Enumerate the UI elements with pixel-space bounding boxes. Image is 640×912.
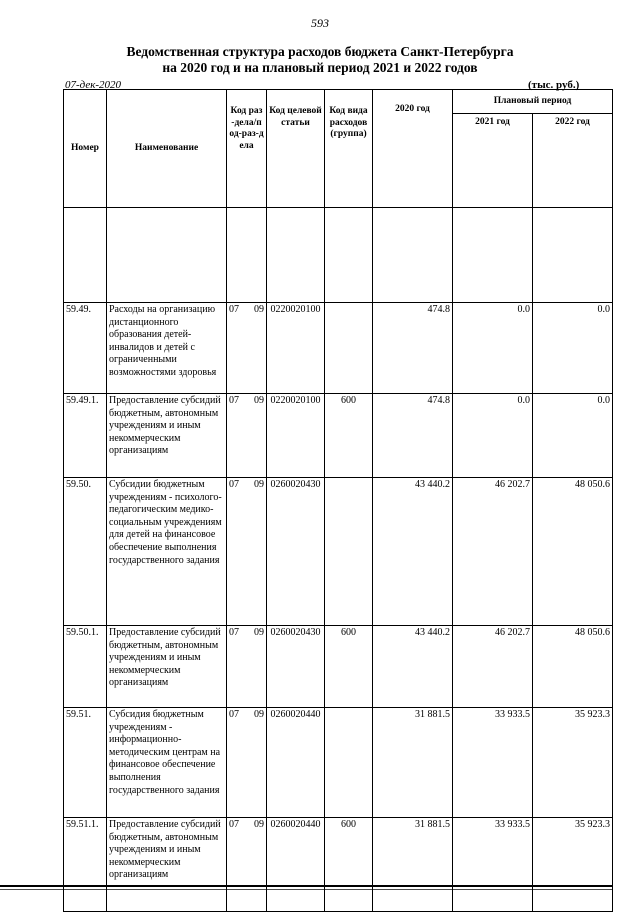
- row-amount-2021: 33 933.5: [453, 818, 533, 912]
- footer-rule-thin: [0, 889, 612, 890]
- row-section-code: [227, 478, 267, 626]
- row-number: 59.50.: [64, 478, 107, 626]
- row-target-code: 0260020430: [267, 626, 325, 708]
- footer-rule: [0, 885, 612, 887]
- row-section-code: [227, 708, 267, 818]
- row-number: 59.49.1.: [64, 394, 107, 478]
- row-subsection: 09: [254, 304, 264, 315]
- row-name: Предоставление субсидий бюджетным, автономным учреждениям и иным некоммерческим организациям: [107, 394, 227, 478]
- row-section: 07: [229, 709, 239, 720]
- header-planned-period: Плановый период: [453, 90, 613, 114]
- row-name: Предоставление субсидий бюджетным, автономным учреждениям и иным некоммерческим организациям: [107, 626, 227, 708]
- row-target-code: 0260020440: [267, 818, 325, 912]
- row-expense-type: 600: [325, 394, 373, 478]
- row-number: 59.50.1.: [64, 626, 107, 708]
- row-amount-2021: 0.0: [453, 303, 533, 394]
- row-section-code: [227, 303, 267, 394]
- units-label: (тыс. руб.): [528, 79, 580, 91]
- row-section: 07: [229, 627, 239, 638]
- row-target-code: 0220020100: [267, 394, 325, 478]
- row-subsection: 09: [254, 819, 264, 830]
- header-2020: 2020 год: [373, 90, 453, 208]
- header-spacer-row: [64, 208, 613, 303]
- document-title: [40, 44, 600, 76]
- row-section-code: [227, 394, 267, 478]
- row-section: 07: [229, 395, 239, 406]
- table-row: [64, 394, 613, 478]
- row-subsection: 09: [254, 627, 264, 638]
- row-target-code: 0220020100: [267, 303, 325, 394]
- row-section: 07: [229, 819, 239, 830]
- row-subsection: 09: [254, 395, 264, 406]
- row-name: Предоставление субсидий бюджетным, автономным учреждениям и иным некоммерческим организациям: [107, 818, 227, 912]
- table-row: [64, 818, 613, 912]
- row-amount-2020: 31 881.5: [373, 818, 453, 912]
- row-amount-2020: 474.8: [373, 394, 453, 478]
- row-name: Субсидия бюджетным учреждениям - информационно-методическим центрам на финансовое обеспечение выполнения государственного задания: [107, 708, 227, 818]
- row-amount-2021: 33 933.5: [453, 708, 533, 818]
- row-amount-2022: 35 923.3: [533, 708, 613, 818]
- title-line-2: на 2020 год и на плановый период 2021 и 2022 годов: [162, 60, 478, 75]
- row-section: 07: [229, 304, 239, 315]
- row-amount-2021: 46 202.7: [453, 626, 533, 708]
- page-number: 593: [311, 16, 329, 30]
- row-subsection: 09: [254, 479, 264, 490]
- row-section-code: [227, 626, 267, 708]
- table-row: [64, 708, 613, 818]
- row-amount-2022: 48 050.6: [533, 626, 613, 708]
- row-name: Субсидии бюджетным учреждениям - психолого-педагогическим медико-социальным учреждениям для детей на финансовое обеспечение выполнения государственного задания: [107, 478, 227, 626]
- header-name: Наименование: [107, 90, 227, 208]
- row-expense-type: [325, 303, 373, 394]
- row-number: 59.51.1.: [64, 818, 107, 912]
- header-expense-type: Код вида расходов (группа): [325, 90, 373, 208]
- row-expense-type: [325, 708, 373, 818]
- row-subsection: 09: [254, 709, 264, 720]
- row-amount-2022: 35 923.3: [533, 818, 613, 912]
- row-expense-type: 600: [325, 626, 373, 708]
- row-number: 59.49.: [64, 303, 107, 394]
- row-expense-type: 600: [325, 818, 373, 912]
- header-target-code: Код целевой статьи: [267, 90, 325, 208]
- row-amount-2021: 0.0: [453, 394, 533, 478]
- row-amount-2020: 43 440.2: [373, 626, 453, 708]
- table-row: [64, 626, 613, 708]
- header-2021: 2021 год: [453, 114, 533, 208]
- row-amount-2020: 43 440.2: [373, 478, 453, 626]
- budget-table: [63, 89, 613, 912]
- row-section-code: [227, 818, 267, 912]
- row-target-code: 0260020440: [267, 708, 325, 818]
- table-row: [64, 303, 613, 394]
- row-amount-2021: 46 202.7: [453, 478, 533, 626]
- row-expense-type: [325, 478, 373, 626]
- row-section: 07: [229, 479, 239, 490]
- title-line-1: Ведомственная структура расходов бюджета Санкт-Петербурга: [126, 44, 514, 59]
- table-row: [64, 478, 613, 626]
- document-date: 07-дек-2020: [65, 79, 122, 91]
- row-amount-2022: 0.0: [533, 303, 613, 394]
- row-amount-2022: 0.0: [533, 394, 613, 478]
- row-amount-2020: 31 881.5: [373, 708, 453, 818]
- header-number: Номер: [64, 90, 107, 208]
- header-section-code: Код раз-дела/под-раз-дела: [227, 90, 267, 208]
- row-number: 59.51.: [64, 708, 107, 818]
- row-amount-2022: 48 050.6: [533, 478, 613, 626]
- header-2022: 2022 год: [533, 114, 613, 208]
- row-target-code: 0260020430: [267, 478, 325, 626]
- row-name: Расходы на организацию дистанционного образования детей-инвалидов и детей с ограниченными возможностями здоровья: [107, 303, 227, 394]
- row-amount-2020: 474.8: [373, 303, 453, 394]
